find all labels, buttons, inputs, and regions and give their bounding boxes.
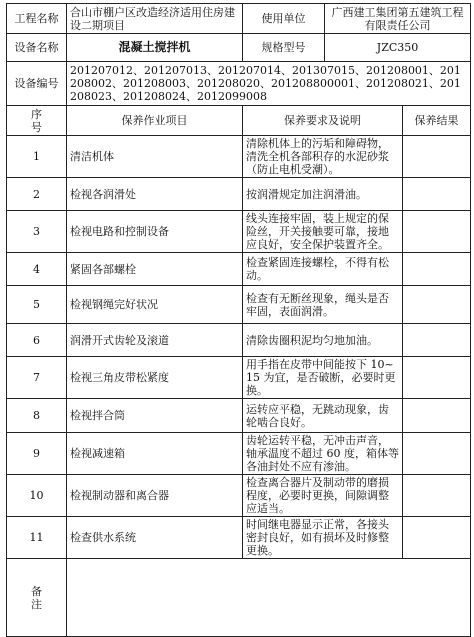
row-item: 检视拌合筒	[67, 399, 243, 433]
table-row	[7, 399, 471, 433]
row-no: 2	[7, 178, 67, 211]
row-result	[403, 433, 471, 475]
row-no: 7	[7, 357, 67, 399]
row-requirement: 检查有无断丝现象，绳头是否牢固，表面润滑。	[243, 286, 403, 324]
row-no: 11	[7, 517, 67, 559]
table-row	[7, 211, 471, 253]
row-requirement: 运转应平稳，无跳动现象，齿轮啮合良好。	[243, 399, 403, 433]
row-item: 检视减速箱	[67, 433, 243, 475]
remarks-content	[67, 559, 471, 637]
row-no: 10	[7, 475, 67, 517]
row-item: 检视钢绳完好状况	[67, 286, 243, 324]
column-header-result: 保养结果	[403, 106, 471, 136]
remarks-row	[7, 559, 471, 637]
row-requirement: 用手指在皮带中间能按下 10~15 为宜，是否破断，必要时更换。	[243, 357, 403, 399]
table-row	[7, 324, 471, 357]
table-row	[7, 178, 471, 211]
row-no: 5	[7, 286, 67, 324]
row-item: 检视三角皮带松紧度	[67, 357, 243, 399]
code-label: 设备编号	[7, 62, 67, 106]
maintenance-table	[6, 3, 471, 637]
row-no: 9	[7, 433, 67, 475]
equipment-label: 设备名称	[7, 34, 67, 62]
row-item: 检视各润滑处	[67, 178, 243, 211]
project-value: 合山市棚户区改造经济适用住房建设二期项目	[67, 4, 243, 34]
row-result	[403, 475, 471, 517]
table-row	[7, 357, 471, 399]
column-header-item: 保养作业项目	[67, 106, 243, 136]
row-no: 1	[7, 136, 67, 178]
row-result	[403, 357, 471, 399]
table-row	[7, 286, 471, 324]
row-requirement: 按润滑规定加注润滑油。	[243, 178, 403, 211]
remarks-label	[7, 559, 67, 637]
equipment-value: 混凝土搅拌机	[67, 34, 243, 62]
row-item: 检视制动器和离合器	[67, 475, 243, 517]
row-result	[403, 324, 471, 357]
remarks-label-line1: 备	[31, 584, 42, 598]
row-result	[403, 178, 471, 211]
row-result	[403, 253, 471, 286]
column-header-requirement: 保养要求及说明	[243, 106, 403, 136]
row-requirement: 清除齿圈积泥均匀地加油。	[243, 324, 403, 357]
row-result	[403, 211, 471, 253]
column-header-no	[7, 106, 67, 136]
row-result	[403, 517, 471, 559]
row-item: 润滑开式齿轮及滚道	[67, 324, 243, 357]
project-label: 工程名称	[7, 4, 67, 34]
table-row	[7, 433, 471, 475]
row-requirement: 时间继电器显示正常，各接头密封良好，如有损坏及时修整更换。	[243, 517, 403, 559]
row-requirement: 齿轮运转平稳，无冲击声音，轴承温度不超过 60 度，箱体等各油封处不应有渗油。	[243, 433, 403, 475]
column-header-no-line2: 号	[31, 120, 42, 134]
row-no: 3	[7, 211, 67, 253]
row-item: 检查供水系统	[67, 517, 243, 559]
header-row-code	[7, 62, 471, 106]
row-requirement: 检查紧固连接螺栓，不得有松动。	[243, 253, 403, 286]
row-no: 4	[7, 253, 67, 286]
code-value: 201207012、201207013、201207014、201307015、201208001、201208002、201208003、201208020、201208800001、201208021、201208023、201208024、2012099008	[67, 62, 471, 106]
row-no: 6	[7, 324, 67, 357]
column-header-row	[7, 106, 471, 136]
row-requirement: 清除机体上的污垢和障碍物，清洗全机各部积存的水泥砂浆（防止电机受潮）。	[243, 136, 403, 178]
unit-value: 广西建工集团第五建筑工程有限责任公司	[325, 4, 471, 34]
row-result	[403, 286, 471, 324]
column-header-no-line1: 序	[31, 107, 42, 121]
table-row	[7, 475, 471, 517]
row-result	[403, 136, 471, 178]
header-row-project	[7, 4, 471, 34]
row-item: 清洁机体	[67, 136, 243, 178]
table-row	[7, 517, 471, 559]
table-row	[7, 136, 471, 178]
row-requirement: 线头连接牢固，装上规定的保险丝，开关接触要可靠，接地应良好，安全保护装置齐全。	[243, 211, 403, 253]
header-row-equipment	[7, 34, 471, 62]
row-requirement: 检查离合器片及制动带的磨损程度，必要时更换，间隙调整应适当。	[243, 475, 403, 517]
row-item: 检视电路和控制设备	[67, 211, 243, 253]
row-no: 8	[7, 399, 67, 433]
remarks-label-line2: 注	[31, 597, 42, 611]
row-item: 紧固各部螺栓	[67, 253, 243, 286]
unit-label: 使用单位	[243, 4, 325, 34]
model-value: JZC350	[325, 34, 471, 62]
model-label: 规格型号	[243, 34, 325, 62]
table-row	[7, 253, 471, 286]
row-result	[403, 399, 471, 433]
